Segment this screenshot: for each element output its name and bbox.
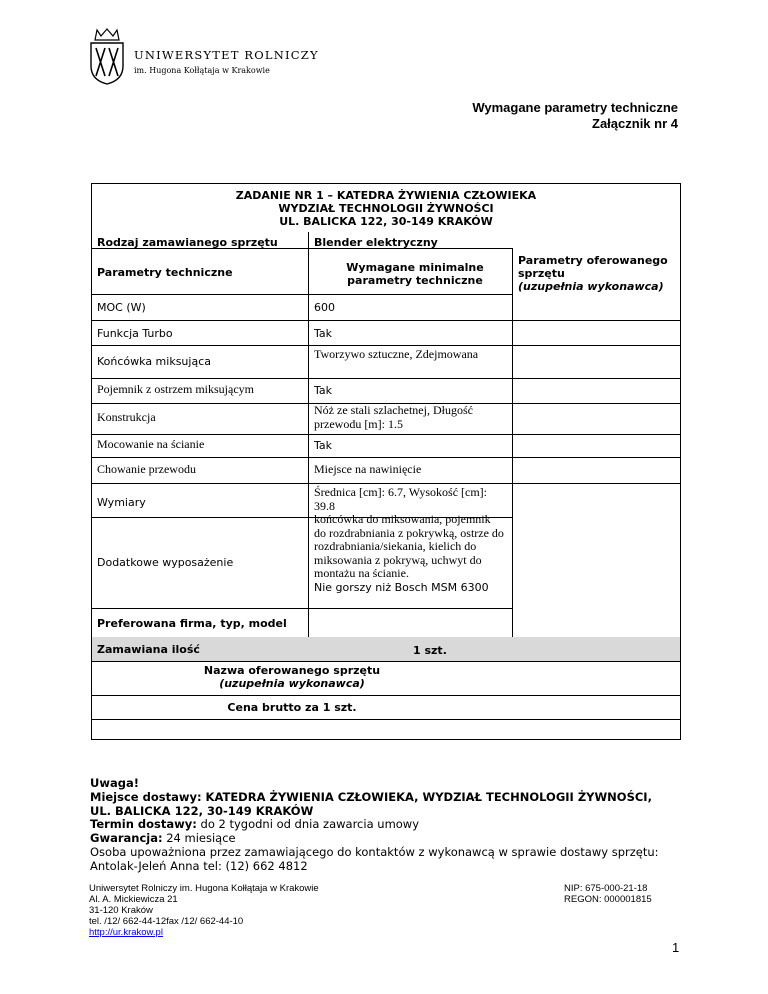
website-link[interactable]: http://ur.krakow.pl <box>89 927 163 938</box>
col-header-required: Wymagane minimalne parametry techniczne <box>346 261 484 287</box>
university-crest-logo <box>88 26 126 86</box>
term-label: Termin dostawy: <box>90 817 197 832</box>
quantity-label: Zamawiana ilość <box>97 643 200 656</box>
row-value-power: 600 <box>314 301 335 314</box>
warranty-label: Gwarancja: <box>90 831 163 846</box>
row-label-container: Pojemnik z ostrzem miksującym <box>97 382 254 396</box>
row-value-mixing-tip: Tworzywo sztuczne, Zdejmowana <box>314 347 479 361</box>
footer-line-2: Al. A. Mickiewicza 21 <box>89 894 178 905</box>
footer-line-4: tel. /12/ 662-44-12fax /12/ 662-44-10 <box>89 916 244 927</box>
footer-nip: NIP: 675-000-21-18 <box>564 883 648 894</box>
page-number: 1 <box>672 940 680 955</box>
row-label-preferred: Preferowana firma, typ, model <box>97 617 287 630</box>
offered-name-header <box>92 664 492 690</box>
notes-delivery-street: UL. BALICKA 122, 30-149 KRAKÓW <box>90 803 314 818</box>
row-value-preferred: Nie gorszy niż Bosch MSM 6300 <box>314 580 489 594</box>
notes-contact-name: Antolak-Jeleń Anna tel: (12) 662 4812 <box>90 858 308 873</box>
col-header-parameters: Parametry techniczne <box>97 266 233 279</box>
footer-line-1: Uniwersytet Rolniczy im. Hugona Kołłątaja w Krakowie <box>89 883 319 894</box>
footer-line-3: 31-120 Kraków <box>89 905 153 916</box>
university-name: UNIWERSYTET ROLNICZY <box>134 48 319 62</box>
document-title <box>472 100 678 132</box>
section-header-line-3: UL. BALICKA 122, 30-149 KRAKÓW <box>279 215 493 228</box>
equipment-type-label: Rodzaj zamawianego sprzętu <box>97 236 278 249</box>
row-value-wall-mount: Tak <box>314 439 333 452</box>
row-label-mixing-tip: Końcówka miksująca <box>97 355 211 368</box>
col-header-offered-title: Parametry oferowanego sprzętu <box>518 254 668 280</box>
notes-contact-line: Osoba upoważniona przez zamawiającego do kontaktów z wykonawcą w sprawie dostawy sprzętu: <box>90 844 659 859</box>
section-header-line-1: ZADANIE NR 1 – KATEDRA ŻYWIENIA CZŁOWIEKA <box>235 189 537 202</box>
title-line-1: Wymagane parametry techniczne <box>472 100 678 115</box>
row-label-wall-mount: Mocowanie na ścianie <box>97 437 205 451</box>
row-label-construction: Konstrukcja <box>97 410 156 424</box>
offered-name-title: Nazwa oferowanego sprzętu <box>203 664 381 677</box>
warranty-value: 24 miesiące <box>162 831 236 846</box>
equipment-type-value: Blender elektryczny <box>314 236 438 249</box>
delivery-notes <box>90 777 710 874</box>
row-label-turbo: Funkcja Turbo <box>97 327 173 340</box>
col-header-offered-note: (uzupełnia wykonawca) <box>518 280 664 293</box>
row-label-power: MOC (W) <box>97 301 146 314</box>
term-value: do 2 tygodni od dnia zawarcia umowy <box>196 817 420 832</box>
section-header-line-2: WYDZIAŁ TECHNOLOGII ŻYWNOŚCI <box>278 202 494 215</box>
footer-regon: REGON: 000001815 <box>564 894 652 905</box>
title-line-2: Załącznik nr 4 <box>592 116 678 131</box>
notes-warranty <box>90 832 710 846</box>
row-label-cord-storage: Chowanie przewodu <box>97 462 196 476</box>
row-value-extras: końcówka do miksowania, pojemnik do rozdrabniania z pokrywką, ostrze do rozdrabniania/siekania, kielich do miksowania z pokrywą, uchwyt do montażu na ścianie. <box>314 512 504 580</box>
row-value-turbo: Tak <box>314 327 333 340</box>
row-value-construction: Nóż ze stali szlachetnej, Długość przewodu [m]: 1.5 <box>314 403 473 431</box>
row-value-container: Tak <box>314 384 333 397</box>
footer-tax-ids <box>564 883 652 905</box>
price-label: Cena brutto za 1 szt. <box>227 701 357 714</box>
col-header-offered <box>518 254 678 293</box>
quantity-value: 1 szt. <box>413 644 447 657</box>
merged-values-cell <box>314 486 504 594</box>
row-value-cord-storage: Miejsce na nawinięcie <box>314 462 422 476</box>
notes-delivery-place: Miejsce dostawy: KATEDRA ŻYWIENIA CZŁOWIEKA, WYDZIAŁ TECHNOLOGII ŻYWNOŚCI, <box>90 789 652 804</box>
row-label-dimensions: Wymiary <box>97 496 146 509</box>
offered-name-note: (uzupełnia wykonawca) <box>219 677 365 690</box>
row-value-dimensions: Średnica [cm]: 6.7, Wysokość [cm]: 39.8 <box>314 485 488 513</box>
notes-attention: Uwaga! <box>90 776 139 790</box>
row-label-extras: Dodatkowe wyposażenie <box>97 556 234 569</box>
university-subtitle: im. Hugona Kołłątaja w Krakowie <box>134 66 270 75</box>
notes-delivery-term <box>90 818 710 832</box>
footer-address <box>89 883 319 938</box>
